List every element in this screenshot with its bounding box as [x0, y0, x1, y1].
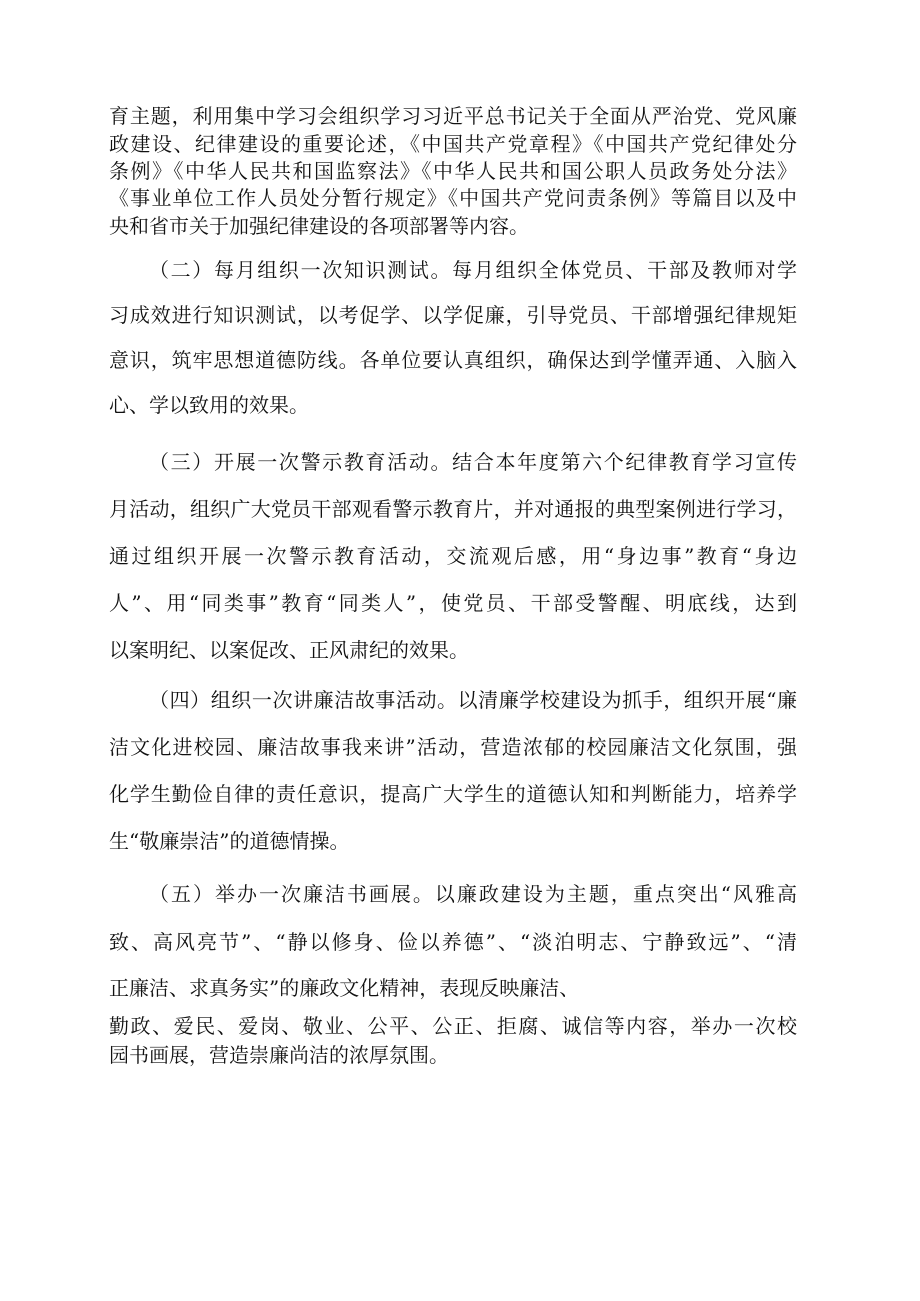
text-line: 习成效进行知识测试，以考促学、以学促廉，引导党员、干部增强纪律规矩: [109, 303, 797, 327]
text-line: 心、学以致用的效果。: [109, 393, 309, 417]
text-line: 通过组织开展一次警示教育活动，交流观后感，用“身边事”教育“身边: [109, 544, 797, 568]
paragraph-heading-line: （三）开展一次警示教育活动。结合本年度第六个纪律教育学习宣传: [149, 450, 797, 474]
text-line: 育主题，利用集中学习会组织学习习近平总书记关于全面从严治党、党风廉: [109, 104, 797, 128]
text-line: 园书画展，营造崇廉尚洁的浓厚氛围。: [109, 1043, 449, 1067]
text-line: 生“敬廉崇洁”的道德情操。: [109, 829, 350, 853]
paragraph-heading-line: （二）每月组织一次知识测试。每月组织全体党员、干部及教师对学: [149, 258, 797, 282]
text-line: 条例》《中华人民共和国监察法》《中华人民共和国公职人员政务处分法》: [109, 159, 797, 183]
text-line: 致、高风亮节”、“静以修身、俭以养德”、“淡泊明志、宁静致远”、“清: [109, 930, 797, 954]
text-line: 洁文化进校园、廉洁故事我来讲”活动，营造浓郁的校园廉洁文化氛围，强: [109, 735, 797, 759]
text-line: 以案明纪、以案促改、正风肃纪的效果。: [109, 638, 469, 662]
paragraph-heading-line: （五）举办一次廉洁书画展。以廉政建设为主题，重点突出“风雅高: [149, 882, 797, 906]
text-line: 人”、用“同类事”教育“同类人”，使党员、干部受警醒、明底线，达到: [109, 591, 797, 615]
text-line: 央和省市关于加强纪律建设的各项部署等内容。: [109, 214, 529, 238]
text-line: 《事业单位工作人员处分暂行规定》《中国共产党问责条例》等篇目以及中: [109, 186, 797, 210]
text-line: 化学生勤俭自律的责任意识，提高广大学生的道德认知和判断能力，培养学: [109, 782, 797, 806]
paragraph-heading-line: （四）组织一次讲廉洁故事活动。以清廉学校建设为抓手，组织开展“廉: [149, 688, 797, 712]
text-line: 勤政、爱民、爱岗、敬业、公平、公正、拒腐、诚信等内容，举办一次校: [109, 1014, 797, 1038]
text-line: 正廉洁、求真务实”的廉政文化精神，表现反映廉洁、: [109, 976, 580, 1000]
text-line: 月活动，组织广大党员干部观看警示教育片，并对通报的典型案例进行学习，: [109, 497, 797, 521]
text-line: 政建设、纪律建设的重要论述，《中国共产党章程》《中国共产党纪律处分: [109, 132, 797, 156]
text-line: 意识，筑牢思想道德防线。各单位要认真组织，确保达到学懂弄通、入脑入: [109, 348, 797, 372]
